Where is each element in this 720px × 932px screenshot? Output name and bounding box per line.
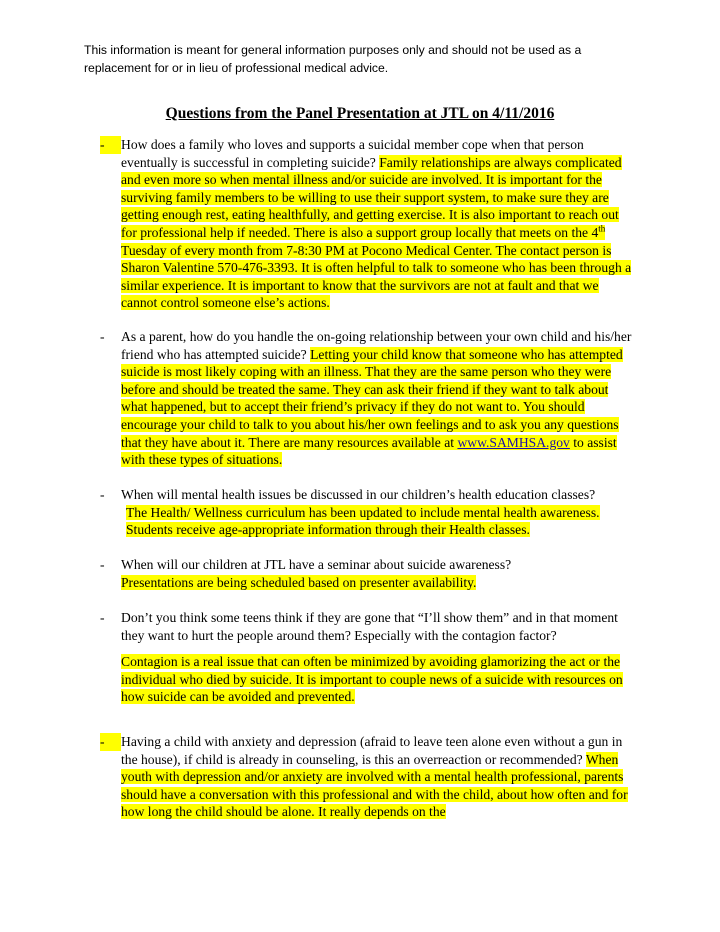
qa-item-3: [100, 486, 635, 539]
page-title: Questions from the Panel Presentation at JTL on 4/11/2016: [165, 105, 555, 122]
answer-1-part-a: Family relationships are always complicated and even more so when mental illness and/or suicide are involved. It is important for the surviving family members to be willing to use their support system, to make sure they are getting enough rest, eating healthfully, and getting exercise. It is also important to reach out for professional help if needed. There is also a support group locally that meets on the 4: [121, 154, 622, 240]
question-6: Having a child with anxiety and depression (afraid to leave teen alone even without a gun in the house), if child is already in counseling, is this an overreaction or recommended?: [121, 734, 623, 767]
answer-1: [121, 155, 631, 311]
bullet-dash: -: [100, 329, 105, 344]
answer-4: Presentations are being scheduled based on presenter availability.: [121, 574, 477, 590]
qa-item-2: [100, 328, 635, 469]
qa-item-4: [100, 556, 635, 591]
ordinal-suffix: th: [598, 223, 606, 234]
bullet-dash: -: [100, 136, 121, 154]
qa-body-2: [121, 328, 635, 469]
answer-5-block: [121, 653, 635, 706]
answer-2-end: to assist with these types of situations.: [121, 434, 617, 468]
disclaimer-text: This information is meant for general information purposes only and should not be used as a replacement for or in lieu of professional medical advice.: [84, 43, 582, 75]
samhsa-link[interactable]: www.SAMHSA.gov: [457, 434, 570, 450]
bullet-dash: -: [100, 733, 121, 751]
qa-item-6: [100, 733, 635, 821]
qa-item-1: [100, 136, 635, 312]
answer-6: When youth with depression and/or anxiety are involved with a mental health professional, parents should have a conversation with this professional and with the child, about how often and for how long the child should be alone. It really depends on the: [121, 751, 628, 820]
qa-item-5: [100, 609, 635, 706]
question-1: How does a family who loves and supports a suicidal member cope when that person eventually is successful in completing suicide?: [121, 137, 584, 170]
bullet-dash: -: [100, 557, 105, 572]
answer-5: Contagion is a real issue that can often be minimized by avoiding glamorizing the act or the individual who died by suicide. It is important to couple news of a suicide with resources on how suicide can be avoided and prevented.: [121, 654, 623, 705]
question-4: When will our children at JTL have a seminar about suicide awareness?: [121, 557, 512, 572]
question-5: Don’t you think some teens think if they are gone that “I’ll show them” and in that moment they want to hurt the people around them? Especially with the contagion factor?: [121, 610, 618, 643]
answer-4-block: [121, 574, 635, 592]
bullet-dash: -: [100, 610, 105, 625]
bullet-dash: -: [100, 487, 105, 502]
answer-2-text: Letting your child know that someone who has attempted suicide is most likely coping with an illness. That they are the same person who they were before and should be treated the same. They can ask their friend if they want to talk about what happened, but to accept their friend’s privacy if they do not want to. You should encourage your child to talk to you about his/her own feelings and to ask you any questions that they have about it. There are many resources available at: [121, 346, 623, 450]
answer-3: The Health/ Wellness curriculum has been updated to include mental health awareness. Students receive age-appropriate information through their Health classes.: [126, 504, 600, 538]
answer-1-part-b: Tuesday of every month from 7-8:30 PM at Pocono Medical Center. The contact person is Sharon Valentine 570-476-3393. It is often helpful to talk to someone who has been through a similar experience. It is important to know that the survivors are not at fault and that we cannot control someone else’s actions.: [121, 242, 632, 311]
answer-2: [121, 347, 623, 468]
qa-body-6: [121, 733, 635, 821]
question-3: When will mental health issues be discussed in our children’s health education classes?: [121, 487, 596, 502]
answer-3-block: [126, 504, 635, 539]
question-2: As a parent, how do you handle the on-going relationship between your own child and his/her friend who has attempted suicide?: [121, 329, 632, 362]
qa-body-1: [121, 136, 635, 312]
